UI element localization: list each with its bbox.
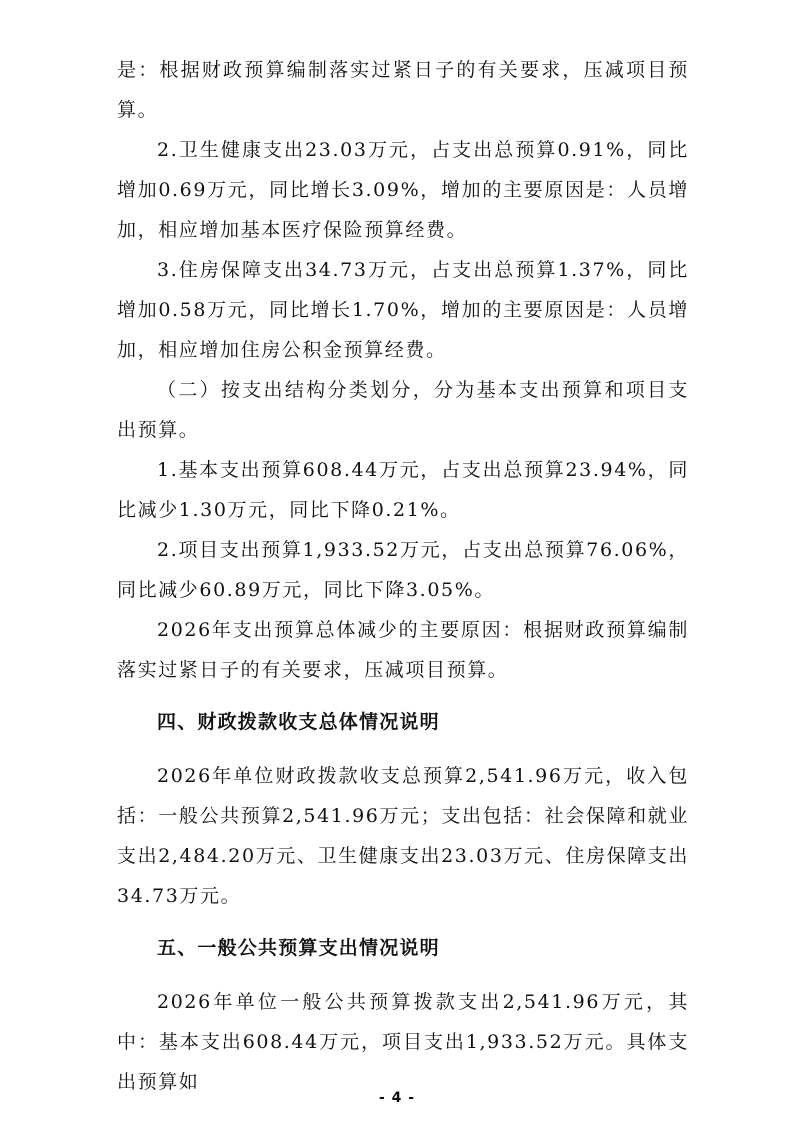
paragraph-fiscal-allocation: 2026年单位财政拨款收支总预算2,541.96万元，收入包括：一般公共预算2,541.96万元；支出包括：社会保障和就业支出2,484.20万元、卫生健康支出23.03万元、住房保障支出34.73万元。 <box>117 765 689 907</box>
paragraph-project-budget-reason: 是：根据财政预算编制落实过紧日子的有关要求，压减项目预算。 <box>117 59 689 121</box>
section-heading-fiscal-allocation: 四、财政拨款收支总体情况说明 <box>157 711 440 733</box>
paragraph-health-expenditure: 2.卫生健康支出23.03万元，占支出总预算0.91%，同比增加0.69万元，同比增长3.09%，增加的主要原因是：人员增加，相应增加基本医疗保险预算经费。 <box>117 139 689 241</box>
paragraph-housing-expenditure: 3.住房保障支出34.73万元，占支出总预算1.37%，同比增加0.58万元，同比增长1.70%，增加的主要原因是：人员增加，相应增加住房公积金预算经费。 <box>117 259 689 361</box>
paragraph-general-public-budget: 2026年单位一般公共预算拨款支出2,541.96万元，其中：基本支出608.44万元，项目支出1,933.52万元。具体支出预算如 <box>117 991 689 1093</box>
paragraph-project-expenditure: 2.项目支出预算1,933.52万元，占支出总预算76.06%，同比减少60.89万元，同比下降3.05%。 <box>117 539 689 601</box>
paragraph-basic-expenditure: 1.基本支出预算608.44万元，占支出总预算23.94%，同比减少1.30万元，同比下降0.21%。 <box>117 459 689 521</box>
document-page <box>117 50 689 1102</box>
page-number: - 4 - <box>378 1090 416 1106</box>
paragraph-decrease-reason: 2026年支出预算总体减少的主要原因：根据财政预算编制落实过紧日子的有关要求，压减项目预算。 <box>117 619 689 681</box>
paragraph-expenditure-structure: （二）按支出结构分类划分，分为基本支出预算和项目支出预算。 <box>117 379 689 441</box>
section-heading-general-public-budget: 五、一般公共预算支出情况说明 <box>157 937 440 959</box>
